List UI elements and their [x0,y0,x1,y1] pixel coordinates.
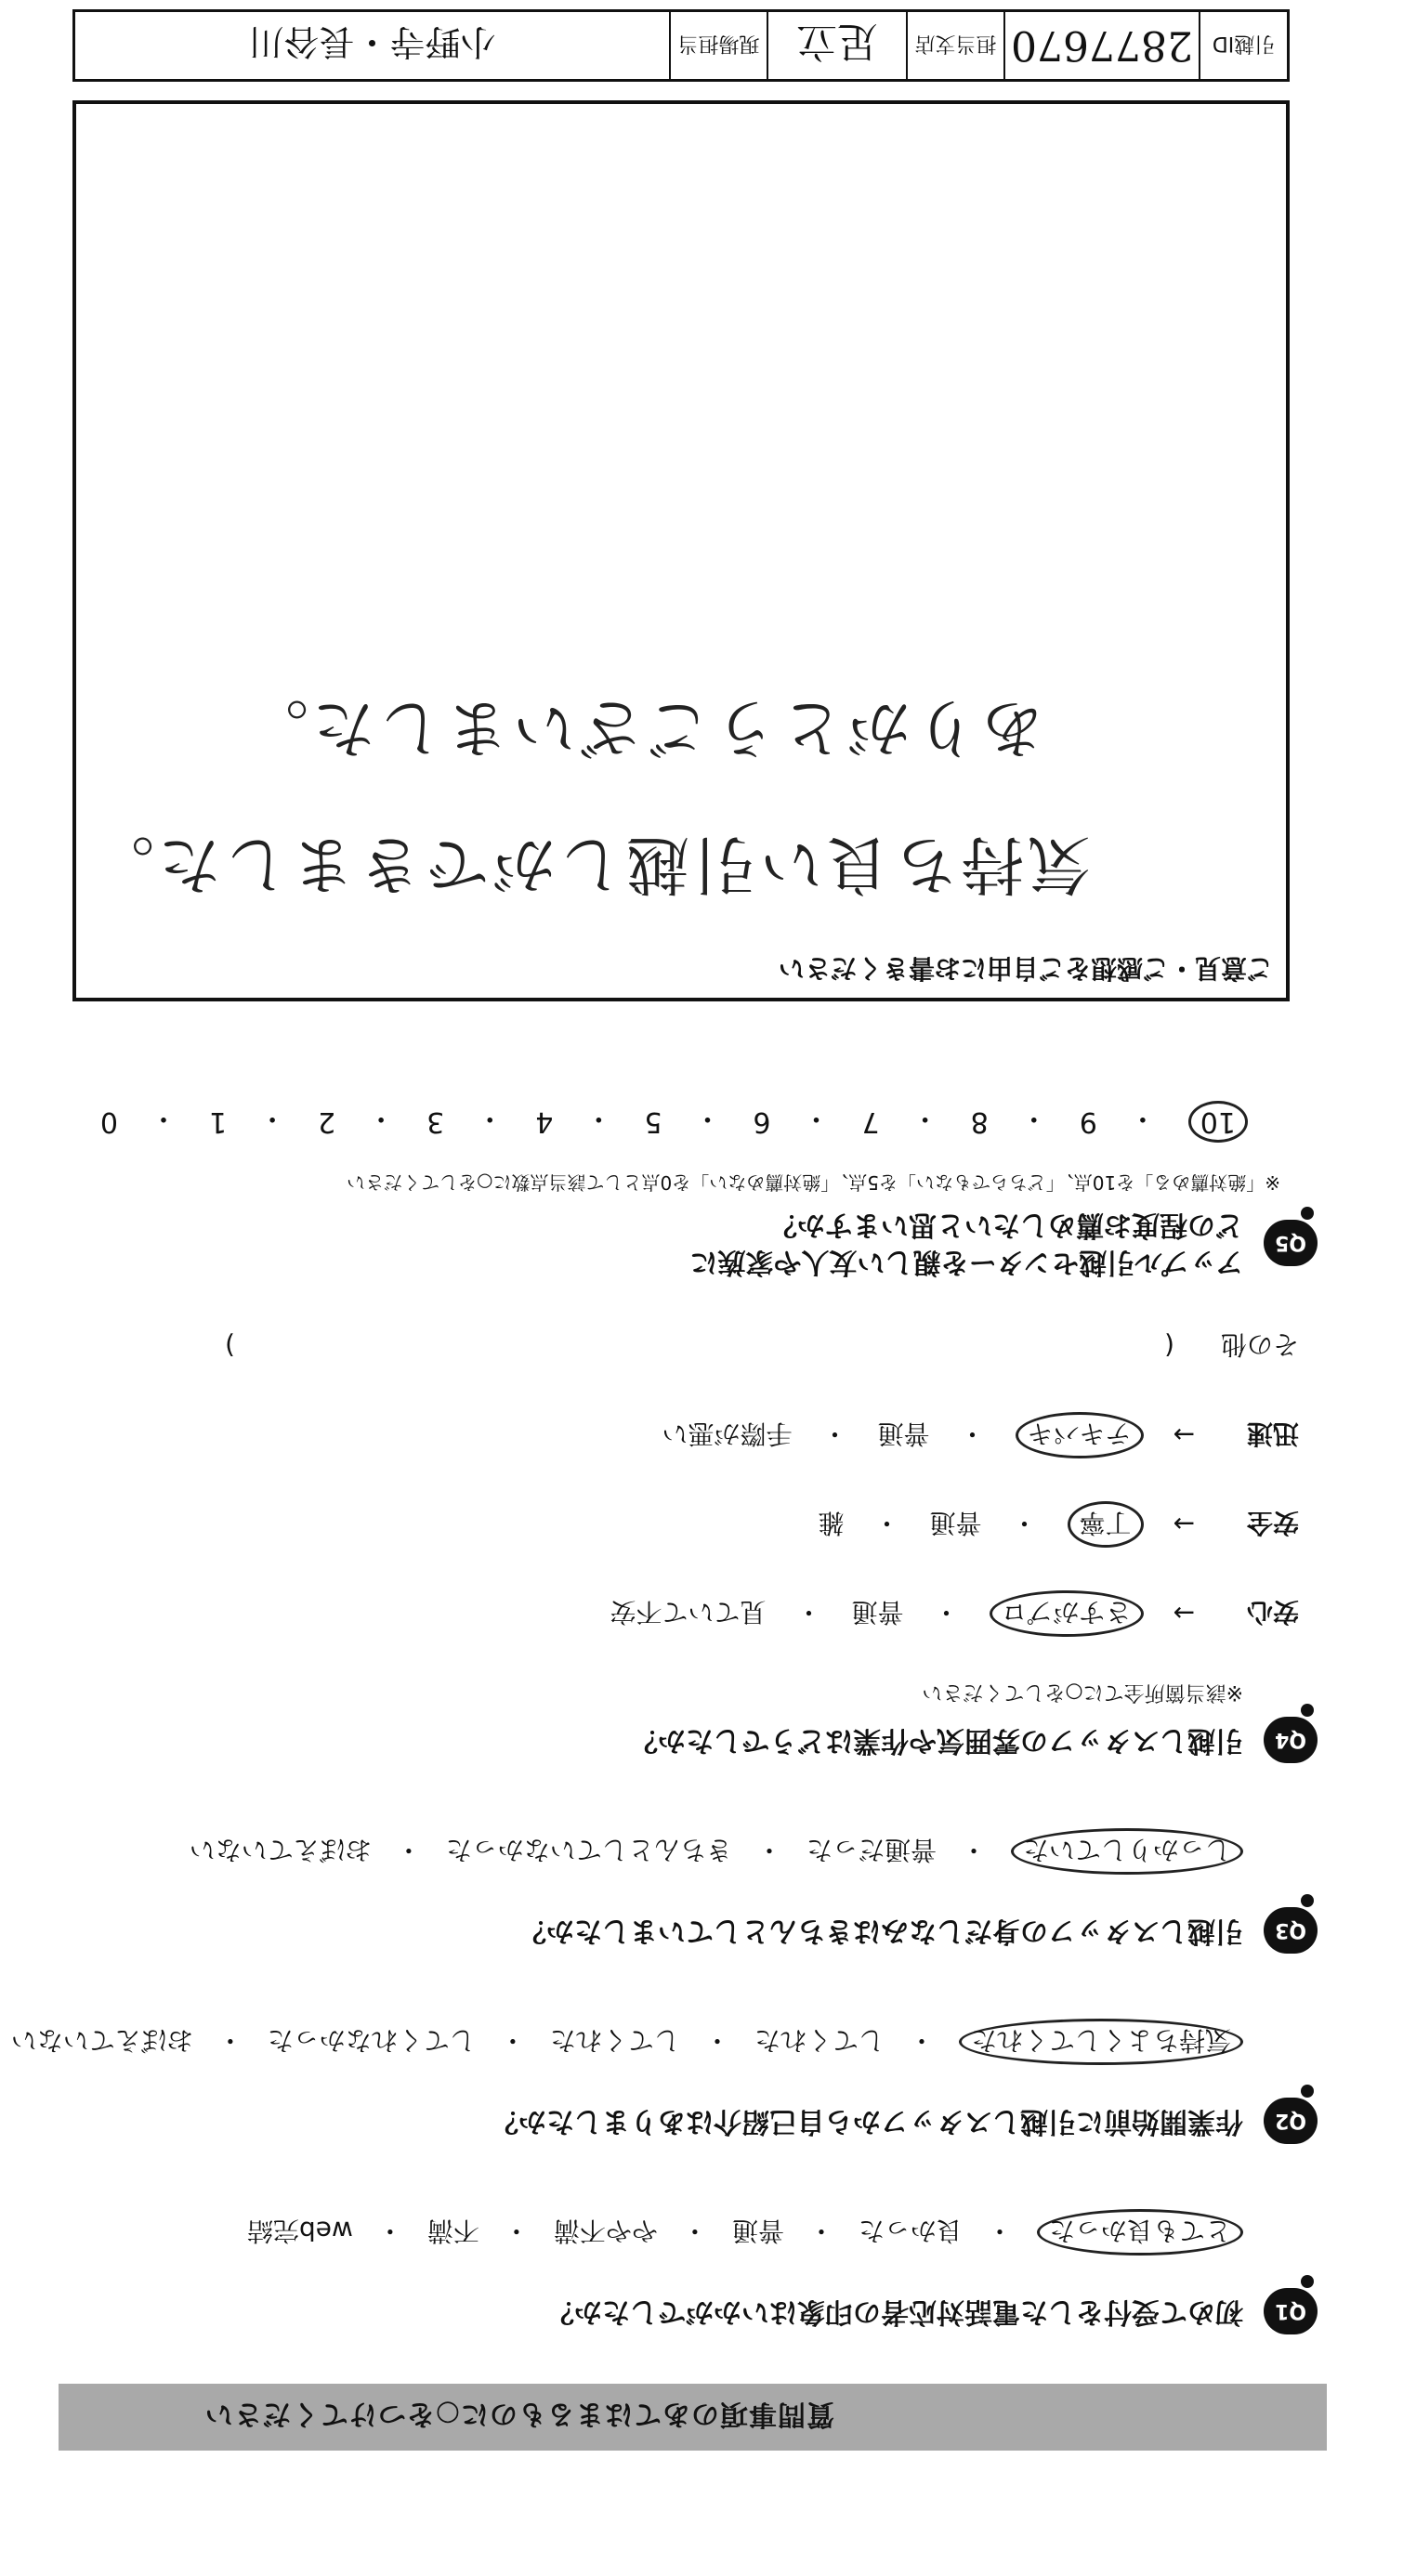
q5-score[interactable]: 1 [208,1105,228,1138]
q5-score[interactable]: 0 [99,1105,118,1138]
q5-text-line1: アップル引越センターを親しい友人や家族に [689,1246,1243,1278]
q5-score[interactable]: 5 [644,1105,662,1138]
comments-box[interactable] [72,100,1290,1001]
q4-option[interactable]: 見ていて不安 [610,1597,767,1628]
q3-option[interactable]: きちんとしていなかった [445,1835,732,1865]
q4-row-anshin: 安心 → さすがプロ ・ 普通 ・ 見ていて不安 [59,1590,1299,1637]
q5-score[interactable]: 9 [1079,1105,1097,1138]
q1-text: 初めて受付をした電話対応者の印象はいかがでしたか？ [546,2295,1243,2328]
q2-option-selected[interactable]: 気持ちよくしてくれた [959,2019,1243,2065]
q4-option[interactable]: 普通 [851,1597,904,1628]
arrow-icon: → [1173,1509,1195,1540]
question-2 [10,2019,1327,2149]
arrow-icon: → [1173,1419,1195,1451]
q5-scale: 10 ・ 9 ・ 8 ・ 7 ・ 6 ・ 5 ・ 4 ・ 3 ・ 2 ・ 1 ・ 0 [59,1101,1248,1143]
q4-other-open: ( [1164,1330,1174,1362]
comments-title: ご意見・ご感想をご自由にお書きください [778,953,1273,984]
arrow-icon: → [1173,1598,1195,1629]
q5-note: ※「絶対薦める」を10点、「どちらでもない」を5点、「絶対薦めない」を0点として該当点数に○をしてください [347,1171,1280,1194]
q4-option[interactable]: 普通 [877,1419,930,1449]
q4-row-anzen: 安全 → 丁寧 ・ 普通 ・ 雑 [59,1501,1299,1548]
question-1 [59,2209,1327,2339]
branch-label: 担当支店 [906,12,1003,79]
q5-score[interactable]: 3 [426,1105,445,1138]
q5-score[interactable]: 4 [535,1105,554,1138]
q4-row-label: 安全 [1246,1508,1299,1538]
staff-label: 現場担当 [669,12,767,79]
q4-row-label: 迅速 [1246,1419,1299,1449]
q2-text: 作業開始前に引越しスタッフから自己紹介はありましたか？ [491,2105,1243,2138]
q5-badge: Q5 [1264,1220,1318,1266]
q4-option[interactable]: 普通 [929,1508,982,1538]
q5-score-selected[interactable]: 10 [1188,1101,1248,1143]
q5-score[interactable]: 6 [753,1105,771,1138]
staff-value: 小野寺・長谷川 [248,21,496,63]
comment-handwritten-line2: ありがとうございました。 [241,690,1044,764]
q5-text-line2: どの程度お薦めしたいと思いますか？ [769,1209,1243,1241]
q2-option[interactable]: してくれた [549,2025,680,2056]
survey-sheet [10,7,1327,2525]
q3-option[interactable]: おぼえていない [189,1835,372,1865]
q4-note: ※該当箇所全てに○をしてください [922,1680,1243,1704]
q1-option-selected[interactable]: とても良かった [1037,2209,1243,2256]
q4-row-other [59,1323,1299,1369]
q4-badge: Q4 [1264,1717,1318,1763]
instruction-banner: 質問事項のあてはまるものに○をつけてください [59,2384,1327,2451]
q1-option[interactable]: 普通 [731,2216,784,2246]
q4-text: 引越しスタッフの雰囲気や作業はどうでしたか？ [630,1724,1243,1757]
id-label: 引越ID [1199,12,1287,79]
q5-score[interactable]: 2 [318,1105,336,1138]
branch-value: 足立 [767,12,906,79]
q5-score[interactable]: 8 [970,1105,989,1138]
q5-score[interactable]: 7 [861,1105,880,1138]
q4-row-label: 安心 [1246,1597,1299,1628]
comment-handwritten-line1: 気持ち良い引越しができました。 [86,827,1091,900]
q2-options: 気持ちよくしてくれた ・ してくれた ・ してくれた ・ してくれなかった ・ おぼえていない [59,2019,1243,2065]
q4-other-label: その他 [1220,1329,1299,1360]
q2-badge: Q2 [1264,2098,1318,2144]
q4-row-jinsoku: 迅速 → テキパキ ・ 普通 ・ 手際が悪い [59,1412,1299,1458]
q3-options: しっかりしていた ・ 普通だった ・ きちんとしていなかった ・ おぼえていない [59,1828,1243,1875]
q1-options: とても良かった ・ 良かった ・ 普通 ・ やや不満 ・ 不満 ・ web完結 [59,2209,1243,2256]
q3-text: 引越しスタッフの身だしなみはきちんとしていましたか？ [518,1915,1243,1947]
q4-other-close: ) [225,1330,236,1362]
q4-option-selected[interactable]: さすがプロ [990,1590,1144,1637]
q4-option[interactable]: 雑 [818,1508,845,1538]
q3-option-selected[interactable]: しっかりしていた [1011,1828,1243,1875]
question-3 [59,1828,1327,1958]
q2-option[interactable]: してくれなかった [267,2025,476,2056]
q1-option[interactable]: 良かった [858,2216,963,2246]
footer-info-table [72,9,1290,82]
q4-option-selected[interactable]: 丁寧 [1068,1501,1144,1548]
id-value: 2877670 [1003,12,1199,79]
q1-option[interactable]: 不満 [426,2216,479,2246]
q3-option[interactable]: 普通だった [806,1835,937,1865]
q3-badge: Q3 [1264,1907,1318,1954]
q1-badge: Q1 [1264,2288,1318,2334]
question-4 [59,1323,1327,1768]
q1-option[interactable]: web完結 [246,2216,353,2246]
q1-option[interactable]: やや不満 [553,2216,658,2246]
q4-option[interactable]: 手際が悪い [662,1419,793,1449]
q2-option[interactable]: してくれた [754,2025,885,2056]
q4-option-selected[interactable]: テキパキ [1016,1412,1144,1458]
question-5 [59,1101,1327,1285]
q2-option[interactable]: おぼえていない [10,2025,193,2056]
